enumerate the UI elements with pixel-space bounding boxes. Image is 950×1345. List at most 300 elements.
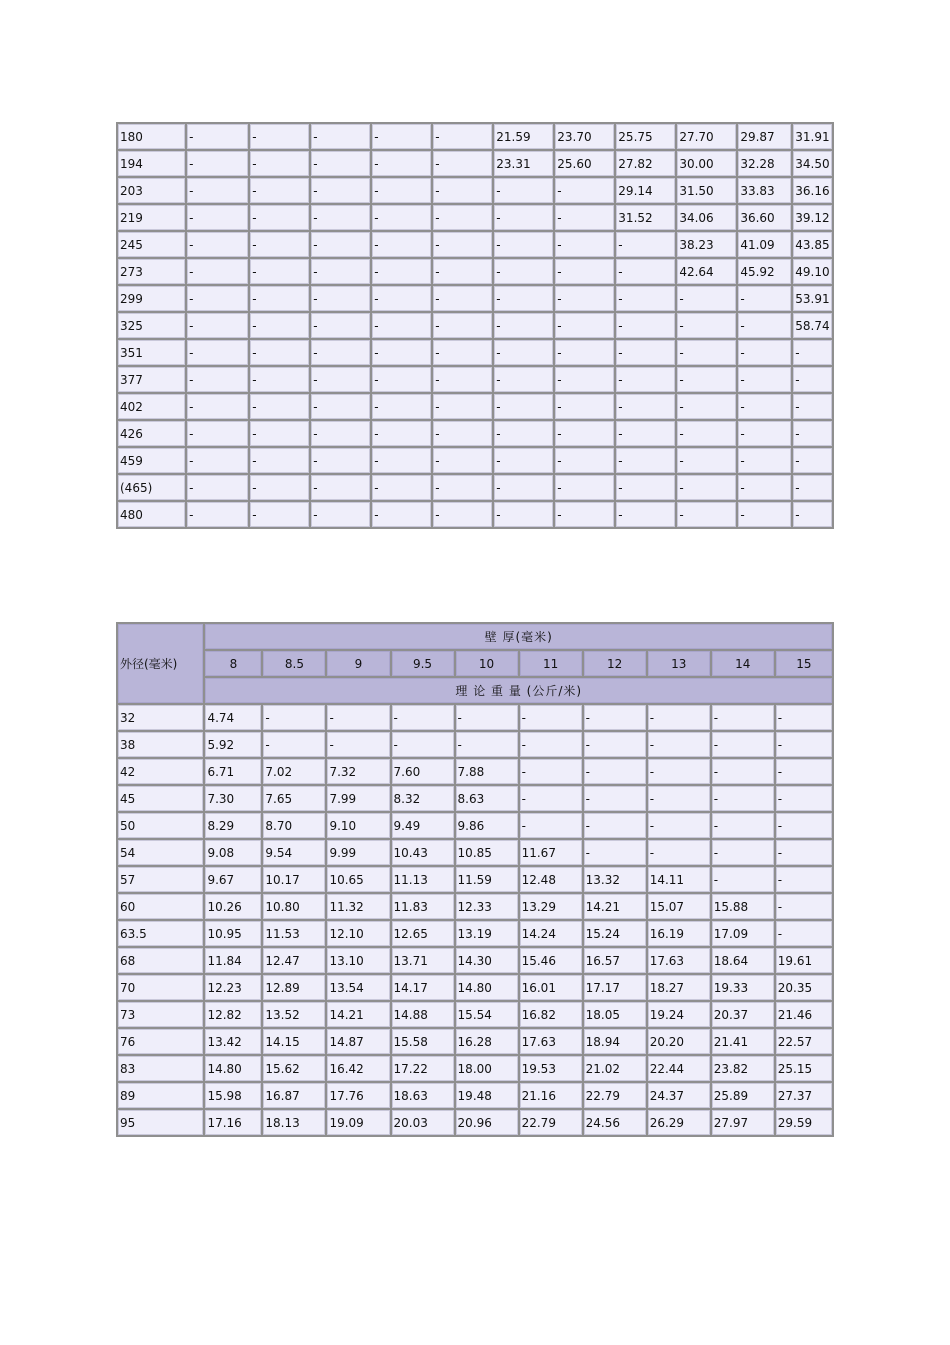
weight-cell: 17.63 [520,1029,582,1054]
weight-cell: 10.80 [263,894,325,919]
weight-cell: - [187,448,248,473]
weight-cell: 23.82 [712,1056,774,1081]
table-row [118,178,832,203]
outer-diameter-cell: 377 [118,367,185,392]
weight-cell: - [187,205,248,230]
weight-cell: 12.33 [456,894,518,919]
weight-cell: - [433,340,492,365]
outer-diameter-cell: 180 [118,124,185,149]
weight-cell: - [555,259,614,284]
weight-cell: - [311,286,370,311]
weight-cell: - [187,475,248,500]
outer-diameter-cell: 203 [118,178,185,203]
weight-cell: 14.87 [327,1029,389,1054]
weight-cell: 27.70 [677,124,736,149]
weight-cell: 13.29 [520,894,582,919]
weight-cell: 13.32 [584,867,646,892]
weight-cell: 5.92 [205,732,261,757]
outer-diameter-cell: 76 [118,1029,203,1054]
outer-diameter-cell: 95 [118,1110,203,1135]
weight-cell: - [250,394,309,419]
weight-cell: 7.65 [263,786,325,811]
weight-cell: - [776,840,832,865]
weight-cell: - [776,894,832,919]
weight-cell: 9.67 [205,867,261,892]
weight-cell: 58.74 [793,313,832,338]
weight-cell: - [372,259,431,284]
weight-cell: 18.00 [456,1056,518,1081]
weight-cell: 25.60 [555,151,614,176]
outer-diameter-cell: 57 [118,867,203,892]
weight-cell: - [793,421,832,446]
outer-diameter-cell: 70 [118,975,203,1000]
weight-cell: 19.53 [520,1056,582,1081]
weight-cell: - [494,448,553,473]
outer-diameter-cell: 459 [118,448,185,473]
weight-cell: 10.95 [205,921,261,946]
weight-cell: 18.27 [648,975,710,1000]
weight-cell: 36.60 [738,205,791,230]
weight-cell: - [433,421,492,446]
table-row [118,205,832,230]
table-row [118,313,832,338]
table-row [118,259,832,284]
weight-cell: - [584,759,646,784]
weight-cell: 16.57 [584,948,646,973]
weight-cell: 15.24 [584,921,646,946]
outer-diameter-cell: 68 [118,948,203,973]
weight-cell: - [738,475,791,500]
weight-cell: 12.89 [263,975,325,1000]
weight-cell: - [677,475,736,500]
weight-cell: - [311,340,370,365]
table-row [118,732,832,757]
weight-cell: - [584,705,646,730]
thickness-header-cell: 11 [520,651,582,676]
outer-diameter-cell: 245 [118,232,185,257]
weight-cell: 16.19 [648,921,710,946]
weight-cell: - [616,421,675,446]
weight-cell: - [372,367,431,392]
table-row [118,840,832,865]
weight-cell: 11.32 [327,894,389,919]
outer-diameter-cell: 32 [118,705,203,730]
weight-cell: 19.24 [648,1002,710,1027]
weight-cell: - [311,232,370,257]
weight-cell: 10.26 [205,894,261,919]
weight-cell: 21.59 [494,124,553,149]
weight-cell: - [250,502,309,527]
thickness-header-cell: 9.5 [392,651,454,676]
weight-cell: - [616,394,675,419]
outer-diameter-cell: 219 [118,205,185,230]
weight-cell: - [372,448,431,473]
weight-cell: - [327,705,389,730]
weight-cell: - [712,840,774,865]
weight-cell: 4.74 [205,705,261,730]
weight-cell: - [433,475,492,500]
weight-cell: - [776,867,832,892]
table1-body [118,124,832,527]
weight-cell: 11.13 [392,867,454,892]
weight-cell: 17.63 [648,948,710,973]
weight-cell: 16.87 [263,1083,325,1108]
weight-cell: - [494,286,553,311]
weight-cell: 36.16 [793,178,832,203]
weight-cell: 49.10 [793,259,832,284]
weight-cell: 16.42 [327,1056,389,1081]
weight-cell: - [494,205,553,230]
weight-cell: 20.37 [712,1002,774,1027]
outer-diameter-header: 外径(毫米) [118,624,203,703]
weight-cell: 9.08 [205,840,261,865]
table-row [118,1056,832,1081]
weight-cell: - [738,340,791,365]
weight-cell: - [311,448,370,473]
table-row [118,124,832,149]
table-row [118,151,832,176]
weight-cell: - [433,313,492,338]
table-row [118,894,832,919]
outer-diameter-cell: 63.5 [118,921,203,946]
weight-cell: 14.21 [327,1002,389,1027]
table-row [118,1110,832,1135]
outer-diameter-cell: 299 [118,286,185,311]
weight-cell: - [494,340,553,365]
weight-cell: - [584,786,646,811]
table-row [118,1029,832,1054]
outer-diameter-cell: 351 [118,340,185,365]
weight-cell: - [776,813,832,838]
weight-cell: 14.24 [520,921,582,946]
weight-cell: 22.57 [776,1029,832,1054]
weight-cell: 8.32 [392,786,454,811]
weight-cell: - [677,286,736,311]
weight-cell: - [494,502,553,527]
weight-cell: 7.88 [456,759,518,784]
weight-cell: - [677,340,736,365]
weight-cell: - [372,205,431,230]
weight-cell: 13.71 [392,948,454,973]
weight-cell: - [520,786,582,811]
weight-cell: - [250,367,309,392]
weight-cell: 25.75 [616,124,675,149]
weight-cell: 24.37 [648,1083,710,1108]
weight-cell: 12.23 [205,975,261,1000]
outer-diameter-cell: 426 [118,421,185,446]
weight-cell: 15.58 [392,1029,454,1054]
weight-cell: - [250,232,309,257]
weight-cell: - [616,475,675,500]
weight-cell: - [250,313,309,338]
table-row [118,232,832,257]
weight-cell: - [433,151,492,176]
weight-cell: - [616,448,675,473]
weight-cell: 25.15 [776,1056,832,1081]
weight-cell: 31.91 [793,124,832,149]
weight-cell: - [648,705,710,730]
outer-diameter-cell: 402 [118,394,185,419]
weight-cell: - [372,151,431,176]
weight-cell: - [372,502,431,527]
weight-cell: - [372,475,431,500]
weight-cell: - [677,421,736,446]
weight-cell: - [712,813,774,838]
weight-cell: - [520,732,582,757]
thickness-header-cell: 9 [327,651,389,676]
table-row [118,448,832,473]
weight-cell: - [555,205,614,230]
outer-diameter-cell: 83 [118,1056,203,1081]
weight-cell: 16.82 [520,1002,582,1027]
weight-cell: 14.30 [456,948,518,973]
steel-pipe-weight-table [116,622,834,1137]
table-row [118,759,832,784]
weight-cell: - [433,232,492,257]
weight-cell: 29.14 [616,178,675,203]
weight-cell: 14.80 [205,1056,261,1081]
table-row [118,394,832,419]
weight-cell: - [584,840,646,865]
weight-cell: 27.37 [776,1083,832,1108]
weight-cell: - [555,502,614,527]
outer-diameter-cell: 54 [118,840,203,865]
weight-cell: 16.28 [456,1029,518,1054]
header-row-weight-label [118,678,832,703]
weight-cell: - [555,313,614,338]
weight-cell: 7.32 [327,759,389,784]
weight-cell: - [793,367,832,392]
weight-cell: 7.99 [327,786,389,811]
table-row [118,705,832,730]
weight-cell: - [738,502,791,527]
weight-cell: - [187,232,248,257]
table-row [118,948,832,973]
weight-cell: 7.02 [263,759,325,784]
weight-cell: - [555,178,614,203]
weight-cell: 14.88 [392,1002,454,1027]
outer-diameter-cell: 480 [118,502,185,527]
weight-cell: - [433,124,492,149]
weight-cell: 26.29 [648,1110,710,1135]
weight-cell: 6.71 [205,759,261,784]
header-row-thickness-values [118,651,832,676]
weight-cell: - [793,340,832,365]
weight-cell: 31.50 [677,178,736,203]
weight-cell: 27.82 [616,151,675,176]
weight-cell: - [776,921,832,946]
weight-cell: 38.23 [677,232,736,257]
weight-cell: - [555,367,614,392]
thickness-header-cell: 15 [776,651,832,676]
weight-cell: 9.54 [263,840,325,865]
weight-cell: - [494,475,553,500]
weight-cell: - [250,259,309,284]
weight-cell: - [372,421,431,446]
weight-cell: - [793,394,832,419]
weight-cell: 18.64 [712,948,774,973]
outer-diameter-cell: 60 [118,894,203,919]
weight-cell: 15.62 [263,1056,325,1081]
weight-cell: - [311,259,370,284]
weight-cell: 10.65 [327,867,389,892]
weight-cell: - [311,367,370,392]
weight-cell: - [311,313,370,338]
weight-cell: - [776,705,832,730]
weight-cell: - [555,232,614,257]
weight-cell: - [712,705,774,730]
outer-diameter-cell: 45 [118,786,203,811]
weight-cell: 13.52 [263,1002,325,1027]
weight-cell: - [616,367,675,392]
steel-pipe-weight-table-continued [116,122,834,529]
outer-diameter-cell: 273 [118,259,185,284]
weight-cell: 7.60 [392,759,454,784]
weight-cell: 10.43 [392,840,454,865]
weight-cell: 18.63 [392,1083,454,1108]
weight-cell: 20.96 [456,1110,518,1135]
weight-cell: - [187,502,248,527]
weight-cell: - [738,313,791,338]
weight-cell: - [494,313,553,338]
weight-cell: - [311,151,370,176]
weight-cell: - [311,178,370,203]
weight-cell: - [187,313,248,338]
weight-cell: - [555,448,614,473]
weight-cell: - [250,340,309,365]
weight-cell: - [738,367,791,392]
weight-cell: 12.10 [327,921,389,946]
weight-cell: 17.16 [205,1110,261,1135]
weight-cell: 17.09 [712,921,774,946]
weight-cell: - [712,867,774,892]
weight-cell: 14.17 [392,975,454,1000]
weight-cell: 32.28 [738,151,791,176]
weight-cell: - [187,151,248,176]
weight-cell: 9.10 [327,813,389,838]
weight-cell: - [648,840,710,865]
weight-cell: - [250,205,309,230]
weight-cell: - [250,151,309,176]
weight-cell: - [372,394,431,419]
weight-cell: - [494,421,553,446]
weight-cell: 24.56 [584,1110,646,1135]
weight-cell: - [311,394,370,419]
table2-header [118,624,832,703]
weight-cell: 13.19 [456,921,518,946]
table-row [118,813,832,838]
table-row [118,340,832,365]
weight-cell: 14.80 [456,975,518,1000]
weight-cell: - [433,178,492,203]
weight-cell: - [250,475,309,500]
weight-cell: - [776,759,832,784]
weight-cell: - [250,421,309,446]
weight-cell: 23.31 [494,151,553,176]
weight-cell: - [712,732,774,757]
weight-cell: - [250,286,309,311]
weight-cell: - [555,286,614,311]
weight-cell: - [250,124,309,149]
weight-cell: 8.70 [263,813,325,838]
weight-cell: 14.21 [584,894,646,919]
table-row [118,1002,832,1027]
weight-cell: 15.07 [648,894,710,919]
weight-cell: 45.92 [738,259,791,284]
weight-cell: 23.70 [555,124,614,149]
weight-cell: 25.89 [712,1083,774,1108]
weight-cell: - [263,705,325,730]
weight-cell: - [677,502,736,527]
table-row [118,502,832,527]
weight-cell: - [250,178,309,203]
weight-cell: - [456,705,518,730]
weight-cell: - [311,475,370,500]
weight-cell: - [616,259,675,284]
weight-cell: 53.91 [793,286,832,311]
weight-cell: 9.86 [456,813,518,838]
weight-cell: - [263,732,325,757]
table2-body [118,705,832,1135]
weight-cell: - [648,813,710,838]
weight-cell: - [738,394,791,419]
weight-cell: 8.29 [205,813,261,838]
table-row [118,975,832,1000]
weight-cell: - [555,475,614,500]
weight-cell: - [187,124,248,149]
weight-cell: 42.64 [677,259,736,284]
weight-cell: 19.09 [327,1110,389,1135]
table-row [118,475,832,500]
thickness-header-cell: 8 [205,651,261,676]
weight-cell: 15.46 [520,948,582,973]
weight-cell: 21.41 [712,1029,774,1054]
weight-cell: - [433,394,492,419]
weight-cell: - [520,759,582,784]
weight-cell: 18.94 [584,1029,646,1054]
weight-cell: - [616,340,675,365]
weight-cell: 14.11 [648,867,710,892]
weight-cell: - [776,786,832,811]
weight-cell: - [677,394,736,419]
weight-cell: - [494,259,553,284]
weight-cell: 14.15 [263,1029,325,1054]
weight-cell: 13.42 [205,1029,261,1054]
weight-cell: 13.54 [327,975,389,1000]
weight-cell: - [793,448,832,473]
weight-cell: - [584,813,646,838]
weight-cell: - [494,178,553,203]
weight-cell: - [555,340,614,365]
weight-cell: - [433,205,492,230]
table-row [118,1083,832,1108]
weight-cell: 11.83 [392,894,454,919]
weight-cell: 20.35 [776,975,832,1000]
weight-cell: - [187,421,248,446]
thickness-header-cell: 12 [584,651,646,676]
outer-diameter-cell: 38 [118,732,203,757]
weight-cell: 15.54 [456,1002,518,1027]
weight-cell: - [433,286,492,311]
weight-cell: - [187,394,248,419]
weight-cell: - [327,732,389,757]
weight-cell: - [555,394,614,419]
weight-cell: 11.84 [205,948,261,973]
weight-cell: 22.44 [648,1056,710,1081]
weight-cell: - [372,286,431,311]
weight-cell: - [187,340,248,365]
weight-cell: 29.87 [738,124,791,149]
